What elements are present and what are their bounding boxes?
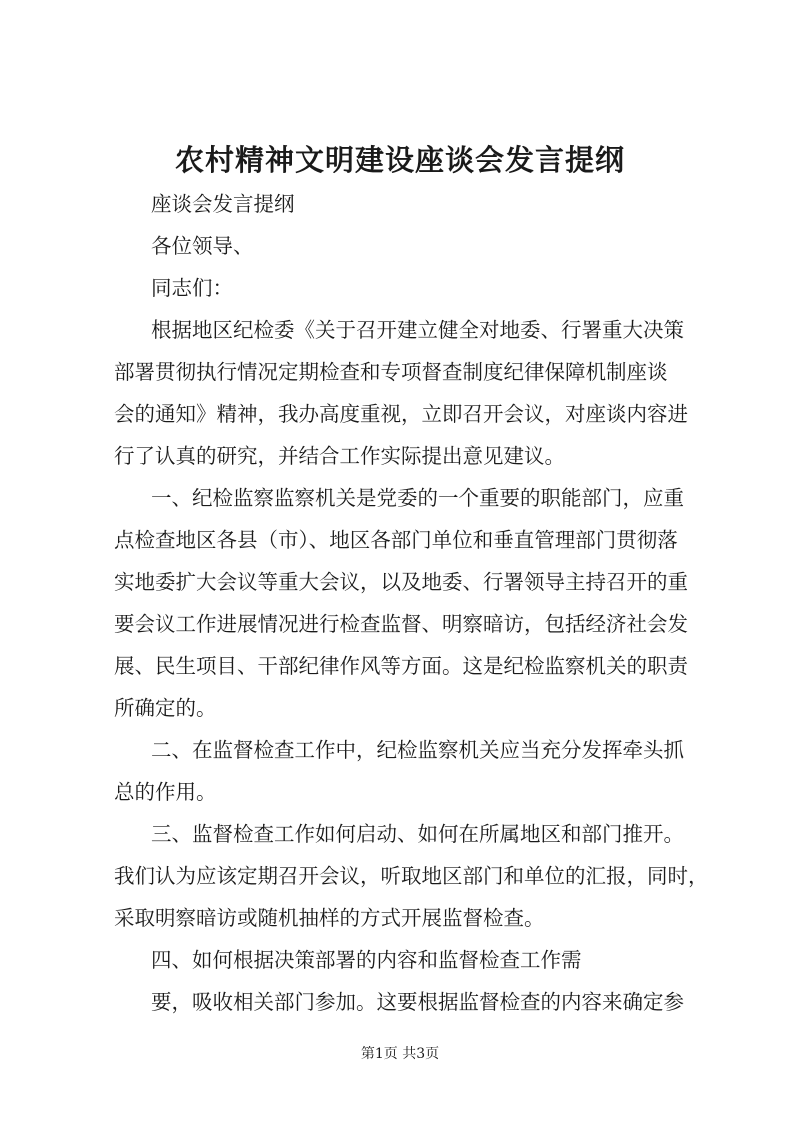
greeting-leaders: 各位领导、 <box>151 234 254 258</box>
paragraph-line: 展、民生项目、干部纪律作风等方面。这是纪检监察机关的职责 <box>114 654 688 678</box>
paragraph-line: 采取明察暗访或随机抽样的方式开展监督检查。 <box>114 906 545 930</box>
paragraph-line: 四、如何根据决策部署的内容和监督检查工作需 <box>151 948 582 972</box>
greeting-comrades: 同志们： <box>151 276 233 300</box>
paragraph-line: 二、在监督检查工作中，纪检监察机关应当充分发挥牵头抓 <box>151 738 684 762</box>
paragraph-line: 点检查地区各县（市）、地区各部门单位和垂直管理部门贯彻落 <box>114 528 678 552</box>
paragraph-line: 实地委扩大会议等重大会议，以及地委、行署领导主持召开的重 <box>114 570 688 594</box>
paragraph-line: 所确定的。 <box>114 696 217 720</box>
paragraph-line: 行了认真的研究，并结合工作实际提出意见建议。 <box>114 444 565 468</box>
document-title: 农村精神文明建设座谈会发言提纲 <box>174 143 625 177</box>
paragraph-line: 要，吸收相关部门参加。这要根据监督检查的内容来确定参 <box>151 990 684 1014</box>
paragraph-line: 部署贯彻执行情况定期检查和专项督查制度纪律保障机制座谈 <box>114 360 668 384</box>
paragraph-line: 一、纪检监察监察机关是党委的一个重要的职能部门，应重 <box>151 486 684 510</box>
paragraph-line: 会的通知》精神，我办高度重视，立即召开会议，对座谈内容进 <box>114 402 688 426</box>
paragraph-line: 要会议工作进展情况进行检查监督、明察暗访，包括经济社会发 <box>114 612 688 636</box>
paragraph-line: 总的作用。 <box>114 780 217 804</box>
subtitle-line: 座谈会发言提纲 <box>151 192 295 216</box>
paragraph-line: 三、监督检查工作如何启动、如何在所属地区和部门推开。 <box>151 822 684 846</box>
paragraph-line: 我们认为应该定期召开会议，听取地区部门和单位的汇报，同时， <box>114 864 709 888</box>
paragraph-line: 根据地区纪检委《关于召开建立健全对地委、行署重大决策 <box>151 318 684 342</box>
page-number-footer: 第1页 共3页 <box>360 1046 440 1062</box>
